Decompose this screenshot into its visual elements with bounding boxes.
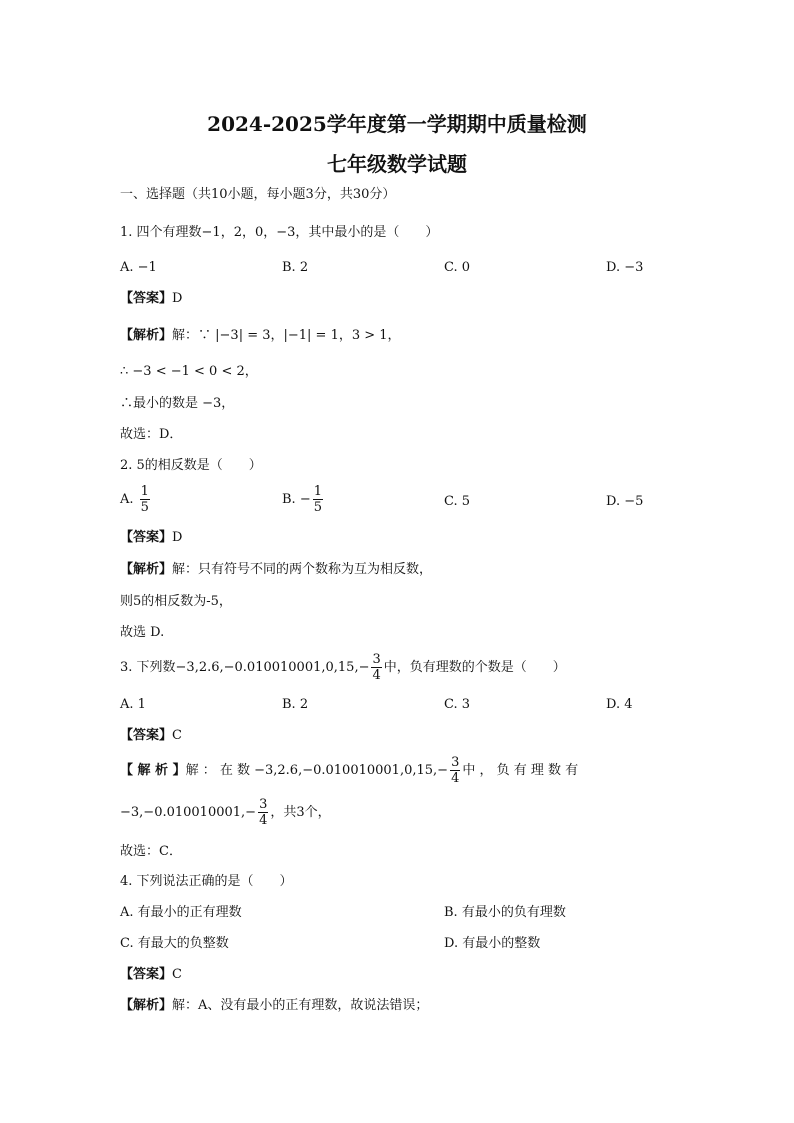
denominator: 5 bbox=[140, 500, 149, 515]
fraction bbox=[313, 484, 323, 515]
analysis-text: 解：A、没有最小的正有理数，故说法错误； bbox=[172, 998, 429, 1013]
numerator: 3 bbox=[259, 797, 268, 812]
q1-option-d: D. −3 bbox=[606, 260, 644, 275]
exam-subtitle: 七年级数学试题 bbox=[327, 152, 467, 176]
q4-answer bbox=[120, 966, 182, 984]
q3-option-d: D. 4 bbox=[606, 697, 633, 712]
q2-analysis-1 bbox=[120, 561, 432, 579]
q3-answer bbox=[120, 727, 182, 745]
stem-text: 中，负有理数的个数是（ ） bbox=[383, 660, 566, 675]
q3-option-c: C. 3 bbox=[444, 697, 471, 712]
fraction bbox=[258, 797, 268, 828]
q4-option-b: B. 有最小的负有理数 bbox=[444, 905, 566, 920]
analysis-text: 解 ： 在 数 −3,2.6,−0.010010001,0,15,− bbox=[185, 763, 449, 778]
section-heading: 一、选择题（共10小题，每小题3分，共30分） bbox=[120, 187, 396, 202]
denominator: 4 bbox=[451, 771, 460, 786]
q2-analysis-2: 则5的相反数为-5， bbox=[120, 594, 232, 609]
exam-title: 2024-2025学年度第一学期期中质量检测 bbox=[207, 112, 587, 136]
answer-label: 【答案】 bbox=[120, 728, 173, 743]
q2-option-a bbox=[120, 484, 152, 515]
analysis-label: 【解析】 bbox=[120, 328, 173, 343]
q2-stem: 2. 5的相反数是（ ） bbox=[120, 458, 262, 473]
numerator: 3 bbox=[372, 652, 381, 667]
q2-option-b bbox=[282, 484, 325, 515]
denominator: 5 bbox=[313, 500, 322, 515]
fraction bbox=[450, 755, 460, 786]
answer-label: 【答案】 bbox=[120, 967, 173, 982]
numerator: 1 bbox=[140, 484, 149, 499]
q4-option-d: D. 有最小的整数 bbox=[444, 936, 541, 951]
q4-stem: 4. 下列说法正确的是（ ） bbox=[120, 874, 293, 889]
q1-analysis-2: ∴ −3 < −1 < 0 < 2， bbox=[120, 364, 258, 379]
q4-option-a: A. 有最小的正有理数 bbox=[120, 905, 242, 920]
q1-option-a: A. −1 bbox=[120, 260, 157, 275]
q1-option-c: C. 0 bbox=[444, 260, 471, 275]
answer-value: C bbox=[172, 728, 182, 743]
option-prefix: B. − bbox=[282, 492, 311, 507]
q1-stem: 1. 四个有理数−1，2，0，−3，其中最小的是（ ） bbox=[120, 225, 439, 240]
q1-option-b: B. 2 bbox=[282, 260, 309, 275]
denominator: 4 bbox=[259, 813, 268, 828]
q3-stem bbox=[120, 652, 566, 683]
q3-conclusion: 故选：C． bbox=[120, 844, 182, 859]
q1-analysis-3: ∴最小的数是 −3， bbox=[120, 396, 235, 411]
analysis-label: 【解析】 bbox=[120, 562, 173, 577]
analysis-text: −3,−0.010010001,− bbox=[120, 805, 257, 820]
fraction bbox=[140, 484, 150, 515]
q1-analysis-1 bbox=[120, 327, 401, 345]
answer-value: C bbox=[172, 967, 182, 982]
analysis-label: 【解析】 bbox=[120, 998, 173, 1013]
analysis-text: ，共3个， bbox=[270, 805, 331, 820]
q4-option-c: C. 有最大的负整数 bbox=[120, 936, 229, 951]
q3-option-a: A. 1 bbox=[120, 697, 146, 712]
answer-label: 【答案】 bbox=[120, 291, 173, 306]
numerator: 3 bbox=[451, 755, 460, 770]
analysis-text: 解：∵ |−3| = 3，|−1| = 1，3 > 1， bbox=[172, 328, 401, 343]
answer-value: D bbox=[172, 291, 183, 306]
answer-value: D bbox=[172, 530, 183, 545]
q3-option-b: B. 2 bbox=[282, 697, 309, 712]
denominator: 4 bbox=[372, 668, 381, 683]
numerator: 1 bbox=[313, 484, 322, 499]
q1-analysis-4: 故选：D． bbox=[120, 427, 183, 442]
option-prefix: A. bbox=[120, 492, 134, 507]
q3-analysis-1 bbox=[120, 755, 578, 786]
stem-text: 3. 下列数−3,2.6,−0.010010001,0,15,− bbox=[120, 660, 370, 675]
analysis-label: 【 解 析 】 bbox=[120, 763, 186, 778]
q3-analysis-2 bbox=[120, 797, 331, 828]
q2-option-d: D. −5 bbox=[606, 494, 644, 509]
q2-analysis-3: 故选 D. bbox=[120, 625, 165, 640]
q2-option-c: C. 5 bbox=[444, 494, 471, 509]
q4-analysis-1 bbox=[120, 997, 428, 1015]
q1-answer bbox=[120, 290, 182, 308]
q2-answer bbox=[120, 529, 182, 547]
analysis-text: 中 ， 负 有 理 数 有 bbox=[462, 763, 579, 778]
answer-label: 【答案】 bbox=[120, 530, 173, 545]
analysis-text: 解：只有符号不同的两个数称为互为相反数， bbox=[172, 562, 433, 577]
fraction bbox=[371, 652, 381, 683]
